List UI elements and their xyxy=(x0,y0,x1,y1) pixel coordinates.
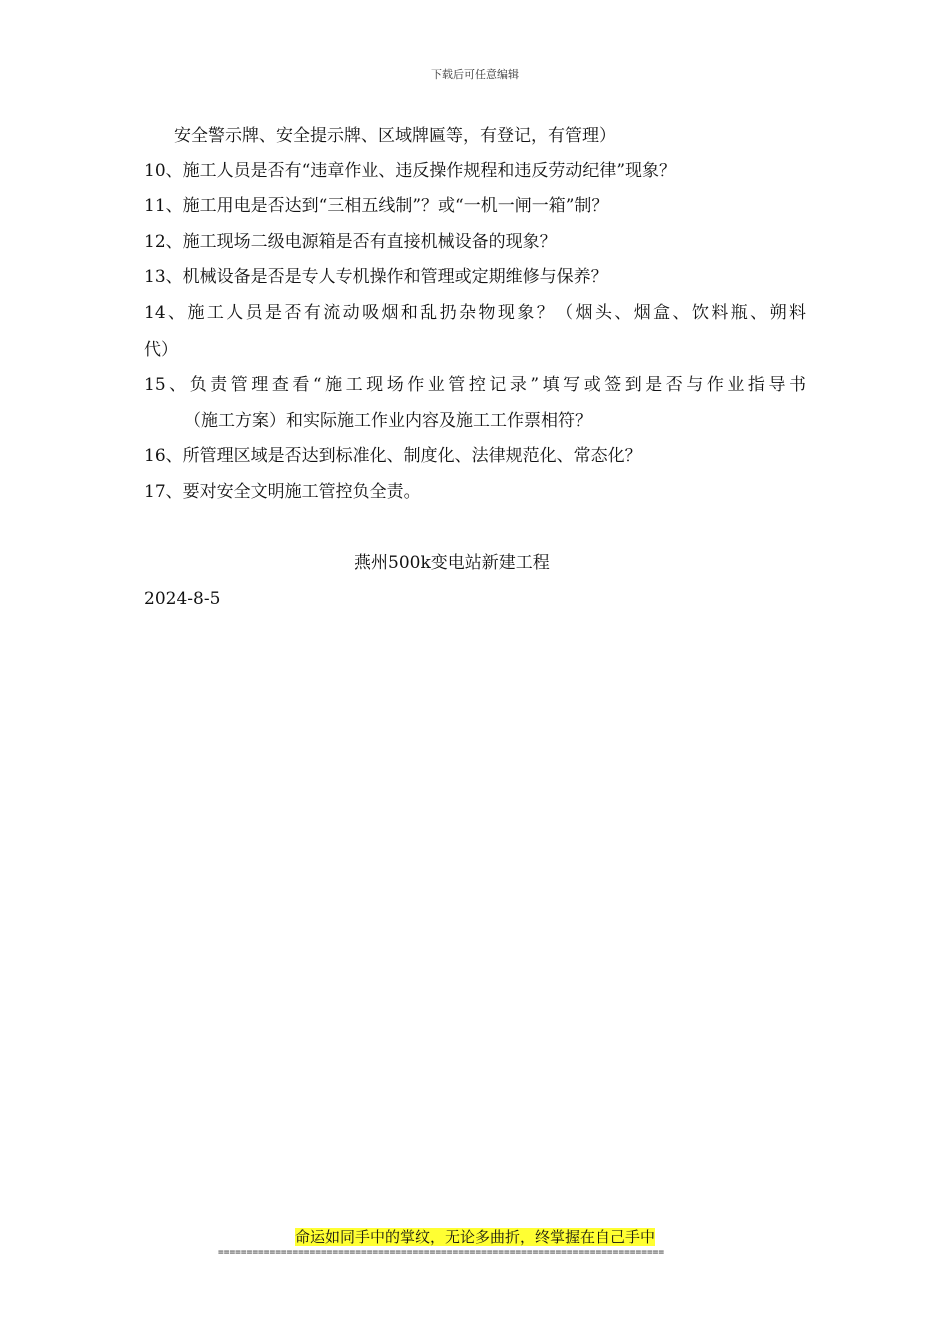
item-14-line1: 14、施工人员是否有流动吸烟和乱扔杂物现象？（烟头、烟盒、饮料瓶、朔料 xyxy=(144,303,806,323)
item-11: 11、施工用电是否达到“三相五线制”？或“一机一闸一箱”制？ xyxy=(144,196,609,216)
project-name: 燕州500k变电站新建工程 xyxy=(354,553,550,573)
item-16: 16、所管理区域是否达到标准化、制度化、法律规范化、常态化？ xyxy=(144,446,642,466)
header-note: 下载后可任意编辑 xyxy=(431,68,519,81)
item-13: 13、机械设备是否是专人专机操作和管理或定期维修与保养？ xyxy=(144,267,608,287)
item-14-line2: 代） xyxy=(144,340,178,360)
footer-rule: ============================================================================== xyxy=(218,1247,665,1258)
intro-line: 安全警示牌、安全提示牌、区域牌匾等，有登记，有管理） xyxy=(174,126,616,146)
item-17: 17、要对安全文明施工管控负全责。 xyxy=(144,482,421,502)
item-15-line1: 15、负责管理查看“施工现场作业管控记录”填写或签到是否与作业指导书 xyxy=(144,375,806,395)
item-15-line2: （施工方案）和实际施工作业内容及施工工作票相符？ xyxy=(184,411,592,431)
motto-highlight: 命运如同手中的掌纹，无论多曲折，终掌握在自己手中 xyxy=(294,1228,655,1246)
footer-motto xyxy=(0,1228,950,1246)
item-10: 10、施工人员是否有“违章作业、违反操作规程和违反劳动纪律”现象？ xyxy=(144,161,677,181)
item-12: 12、施工现场二级电源箱是否有直接机械设备的现象？ xyxy=(144,232,557,252)
document-date: 2024-8-5 xyxy=(144,589,221,609)
